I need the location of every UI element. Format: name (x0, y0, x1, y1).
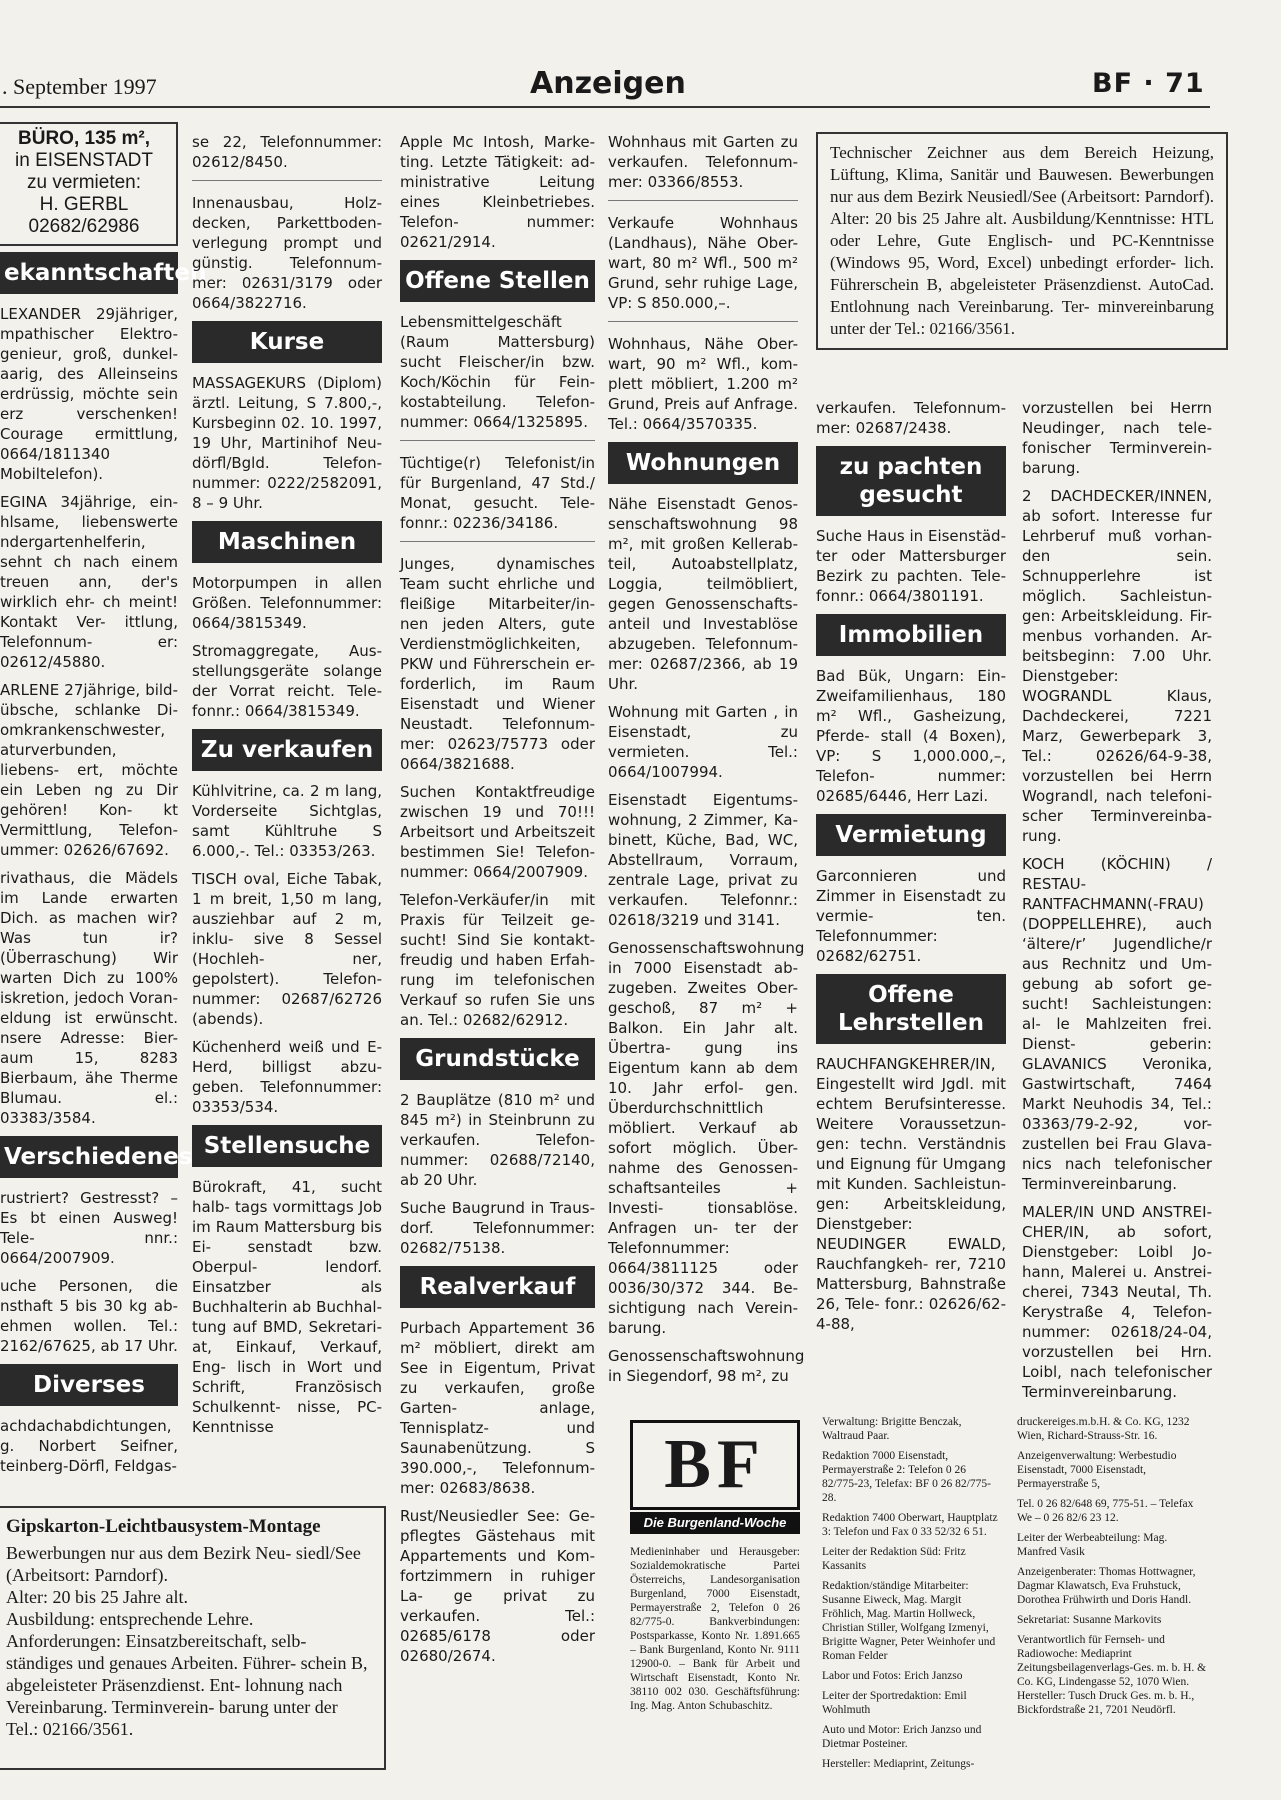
classified-ad: Suchen Kontaktfreudige zwischen 19 und 70!!! Arbeitsort und Arbeitszeit bestimmen Sie! Telefon- nummer: 0664/2007909. (400, 783, 595, 881)
classified-ad: se 22, Telefonnummer: 02612/8450. (192, 133, 382, 171)
column-2 (192, 132, 382, 1445)
bf-logo-mark: BF (630, 1420, 800, 1510)
imprint-entry: Redaktion 7400 Oberwart, Hauptplatz 3: Telefon und Fax 0 33 52/32 6 51. (822, 1512, 998, 1538)
column-5 (816, 398, 1006, 1342)
classified-ad: Purbach Appartement 36 m² möbliert, direkt am See in Eigentum, Privat zu verkaufen, große Garten- anlage, Tennisplatz- und Saunabenützung. S 390.000,-, Telefonnum- mer: 02683/8638. (400, 1319, 595, 1497)
buero-line: zu vermieten: (26, 172, 142, 193)
classified-ad: Stromaggregate, Aus- stellungsgeräte solange der Vorrat reicht. Tele- fonnr.: 0664/3815349. (192, 642, 382, 720)
classified-ad: rivathaus, die Mädels im Lande erwarten Dich. as machen wir? Was tun ir? (Überraschung) Wir warten Dich zu 100% iskretion, jedoch Voran- eldung ist erwünscht. nsere Adresse: Bier- aum 15, 8283 Bierbaum, ähe Therme Blumau. el.: 03383/3584. (0, 869, 178, 1127)
ad-line: Anforderungen: Einsatzbereitschaft, selb- ständiges und genaues Arbeiten. Führer- schein B, abgeleisteter Präsenzdienst. Ent- lohnung nach Vereinbarung. Terminverein- barung unter der Tel.: 02166/3561. (6, 1631, 368, 1739)
gipskarton-ad (0, 1506, 386, 1770)
ad-divider (400, 440, 595, 441)
page-header (0, 0, 1281, 110)
category-bar: Verschiedenes (0, 1136, 178, 1178)
imprint-column-3 (1017, 1415, 1207, 1723)
issue-date: . September 1997 (2, 74, 157, 99)
classified-ad: Innenausbau, Holz- decken, Parkettboden- verlegung prompt und günstig. Telefonnum- mer: 02631/3179 oder 0664/3822716. (192, 194, 382, 312)
classified-ad: Wohnhaus, Nähe Ober- wart, 90 m² Wfl., kom- plett möbliert, 1.200 m² Grund, Preis auf Anfrage. Tel.: 0664/3570335. (608, 335, 798, 433)
imprint-entry: Leiter der Redaktion Süd: Fritz Kassanits (822, 1546, 966, 1572)
header-rule (0, 106, 1210, 108)
ad-title: Gipskarton-Leichtbausystem-Montage (6, 1516, 321, 1537)
ad-divider (400, 541, 595, 542)
ad-divider (608, 200, 798, 201)
column-6 (1022, 398, 1212, 1410)
imprint-entry: Redaktion/ständige Mitarbeiter: Susanne Eiweck, Mag. Margit Fröhlich, Mag. Martin Hollweck, Christian Stiller, Wolfgang Izmenyi, Brigitte Wagner, Peter Weinhofer und Roman Felder (822, 1580, 996, 1662)
imprint-column-2 (822, 1415, 1002, 1777)
classified-ad: Eisenstadt Eigentums- wohnung, 2 Zimmer, Ka- binett, Küche, Bad, WC, Abstellraum, Vorraum, zentrale Lage, privat zu verkaufen. Telefonnr.: 02618/3219 und 3141. (608, 791, 798, 929)
classified-ad: Garconnieren und Zimmer in Eisenstadt zu vermie- ten. Telefonnummer: 02682/62751. (816, 867, 1006, 965)
classified-ad: Kühlvitrine, ca. 2 m lang, Vorderseite Sichtglas, samt Kühltruhe S 6.000,-. Tel.: 03353/263. (192, 782, 382, 860)
category-bar: Kurse (192, 321, 382, 363)
imprint-entry: Verantwortlich für Fernseh- und Radiowoche: Mediaprint Zeitungsbeilagenverlags-Ges. m. b. H. & Co. KG, Lindengasse 52, 1070 Wien. Hersteller: Tusch Druck Ges. m. b. H., Bickfordstraße 21, 7201 Neudörfl. (1017, 1634, 1207, 1716)
imprint (612, 1415, 1212, 1770)
category-bar: Grundstücke (400, 1038, 595, 1080)
ad-body: Technischer Zeichner aus dem Bereich Heizung, Lüftung, Klima, Sanitär und Bauwesen. Bewerbungen nur aus dem Bezirk Neusiedl/See (Arbeitsort: Parndorf). Alter: 20 bis 25 Jahre alt. Ausbildung/Kenntnisse: HTL oder Lehre, Gute Englisch- und PC-Kenntnisse (Windows 95, Word, Excel) unbedingt erforder- lich. Führerschein B, abgeleisteter Präsenzdienst. AutoCad. Entlohnung nach Vereinbarung. Ter- minvereinbarung unter der Tel.: 02166/3561. (830, 143, 1214, 338)
classified-ad: achdachabdichtungen, g. Norbert Seifner, teinberg-Dörfl, Feldgas- (0, 1417, 178, 1475)
buero-line: 02682/62986 (28, 216, 140, 237)
classified-ad: KOCH (KÖCHIN) / RESTAU- RANTFACHMANN(-FRAU) (DOPPELLEHRE), auch ‘ältere/r’ Jugendliche/r aus Rechnitz und Um- gebung ab sofort ge- sucht! Sachleistungen: al- le Mahlzeiten frei. Dienst- geberin: GLAVANICS Veronika, Gastwirtschaft, 7464 Markt Neuhodis 34, Tel.: 03363/79-2-92, vor- zustellen bei Frau Glava- nics nach telefonischer Terminvereinbarung. (1022, 855, 1212, 1193)
classified-ad: Genossenschaftswohnung in 7000 Eisenstadt ab- zugeben. Zweites Ober- geschoß, 87 m² + Balkon. Ein Jahr alt. Übertra- gung ins Eigentum kann ab dem 10. Jahr erfol- gen. Überdurchschnittlich möbliert. Verkauf ab sofort möglich. Über- nahme des Genossen- schaftsanteiles + Investi- tionsablöse. Anfragen un- ter der Telefonnummer: 0664/3811125 oder 0036/30/372 344. Be- sichtigung nach Verein- barung. (608, 939, 805, 1337)
buero-box (0, 122, 178, 246)
category-bar: Vermietung (816, 814, 1006, 856)
buero-line: in EISENSTADT (15, 150, 153, 171)
classified-ad: Küchenherd weiß und E-Herd, billigst abzu- geben. Telefonnummer: 03353/534. (192, 1038, 382, 1116)
classified-ad: verkaufen. Telefonnum- mer: 02687/2438. (816, 399, 1006, 437)
classified-ad: Wohnung mit Garten , in Eisenstadt, zu vermieten. Tel.: 0664/1007994. (608, 703, 798, 781)
buero-line: BÜRO, 135 m², (18, 128, 150, 149)
imprint-entry: Verwaltung: Brigitte Benczak, Waltraud Paar. (822, 1416, 962, 1442)
classified-ad: Lebensmittelgeschäft (Raum Mattersburg) sucht Fleischer/in bzw. Koch/Köchin für Fein- kostabteilung. Telefon- nummer: 0664/1325895. (400, 313, 595, 431)
classified-ad: Genossenschaftswohnung in Siegendorf, 98 m², zu (608, 1347, 805, 1385)
category-bar: Maschinen (192, 521, 382, 563)
imprint-entry: druckereiges.m.b.H. & Co. KG, 1232 Wien, Richard-Strauss-Str. 16. (1017, 1416, 1190, 1442)
classified-ad: Bürokraft, 41, sucht halb- tags vormittags Job im Raum Mattersburg bis Ei- senstadt bzw. Oberpul- lendorf. Einsatzber als Buchhalterin ab Buchhal- tung auf BMD, Sekretari- at, Einkauf, Verkauf, Eng- lisch in Wort und Schrift, Französisch Schulkennt- nisse, PC-Kenntnisse (192, 1178, 382, 1436)
classified-ad: Wohnhaus mit Garten zu verkaufen. Telefonnum- mer: 03366/8553. (608, 133, 798, 191)
category-bar: Immobilien (816, 614, 1006, 656)
ad-line: Alter: 20 bis 25 Jahre alt. (6, 1587, 188, 1607)
ad-line: Ausbildung: entsprechende Lehre. (6, 1609, 254, 1629)
imprint-entry: Hersteller: Mediaprint, Zeitungs- (822, 1758, 975, 1770)
imprint-entry: Anzeigenberater: Thomas Hottwagner, Dagmar Klawatsch, Eva Fruhstuck, Dorothea Frühwirth und Doris Handl. (1017, 1566, 1196, 1606)
classified-ad: uche Personen, die nsthaft 5 bis 30 kg ab- ehmen wollen. Tel.: 2162/67625, ab 17 Uhr. (0, 1277, 178, 1355)
classified-ad: Tüchtige(r) Telefonist/in für Burgenland, 47 Std./ Monat, gesucht. Tele- fonnr.: 02236/34186. (400, 454, 595, 532)
imprint-entry: Redaktion 7000 Eisenstadt, Permayerstraße 2: Telefon 0 26 82/775-23, Telefax: BF 0 26 82/775-28. (822, 1450, 991, 1504)
classified-ad: Rust/Neusiedler See: Ge- pflegtes Gästehaus mit Appartements und Kom- fortzimmern in ruhiger La- ge privat zu verkaufen. Tel.: 02685/6178 oder 02680/2674. (400, 1507, 595, 1665)
classified-ad: Suche Baugrund in Traus- dorf. Telefonnummer: 02682/75138. (400, 1199, 595, 1257)
classified-ad: Verkaufe Wohnhaus (Landhaus), Nähe Ober- wart, 80 m² Wfl., 500 m² Grund, sehr ruhige Lage, VP: S 850.000,–. (608, 214, 798, 312)
classified-ad: Apple Mc Intosh, Marke- ting. Letzte Tätigkeit: ad- ministrative Leitung eines Kleinbetriebes. Telefon- nummer: 02621/2914. (400, 133, 595, 251)
ad-line: Bewerbungen nur aus dem Bezirk Neu- siedl/See (Arbeitsort: Parndorf). (6, 1543, 361, 1585)
category-bar: ekanntschaften (0, 252, 178, 294)
column-1 (0, 122, 207, 1484)
category-bar: Offene Lehrstellen (816, 974, 1006, 1044)
page-number: BF · 71 (1092, 68, 1205, 99)
classified-ad: rustriert? Gestresst? – Es bt einen Ausweg! Tele- nnr.: 0664/2007909. (0, 1189, 178, 1267)
category-bar: Diverses (0, 1364, 178, 1406)
ad-divider (192, 180, 382, 181)
category-bar: Realverkauf (400, 1266, 595, 1308)
classified-ad: Bad Bük, Ungarn: Ein- Zweifamilienhaus, 180 m² Wfl., Gasheizung, Pferde- stall (4 Boxen), VP: S 1,000.000,–, Telefon- nummer: 02685/6446, Herr Lazi. (816, 667, 1006, 805)
classified-ad: 2 Bauplätze (810 m² und 845 m²) in Steinbrunn zu verkaufen. Telefon- nummer: 02688/72140, ab 20 Uhr. (400, 1091, 595, 1189)
classified-ad: ARLENE 27jährige, bild- übsche, schlanke Di- omkrankenschwester, aturverbunden, liebens- ert, möchte ein Leben ng zu Dir gehören! Kon- kt Vermittlung, Telefon- ummer: 02626/67692. (0, 681, 178, 859)
imprint-entry: Tel. 0 26 82/648 69, 775-51. – Telefax We – 0 26 82/6 23 12. (1017, 1498, 1194, 1524)
category-bar: Zu verkaufen (192, 729, 382, 771)
column-4 (608, 132, 805, 1394)
ad-divider (608, 321, 798, 322)
classified-ad: LEXANDER 29jähriger, mpathischer Elektro- genieur, groß, dunkel- aarig, des Alleinseins erdrüssig, möchte sein erz verschenken! Courage ermittlung, 0664/1811340 Mobiltelefon). (0, 305, 178, 483)
imprint-entry: Anzeigenverwaltung: Werbestudio Eisenstadt, 7000 Eisenstadt, Permayerstraße 5, (1017, 1450, 1177, 1490)
classified-ad: MASSAGEKURS (Diplom) ärztl. Leitung, S 7.800,-, Kursbeginn 02. 10. 1997, 19 Uhr, Martinihof Neu- dörfl/Bgld. Telefon- nummer: 0222/2582091, 8 – 9 Uhr. (192, 374, 382, 512)
classified-ad: MALER/IN UND ANSTREI- CHER/IN, ab sofort, Dienstgeber: Loibl Jo- hann, Malerei u. Anstrei- cherei, 7343 Neutal, Th. Kerystraße 4, Telefon- nummer: 02618/24-04, vorzustellen bei Hrn. Loibl, nach telefonischer Terminvereinbarung. (1022, 1203, 1212, 1401)
imprint-entry: Labor und Fotos: Erich Janzso (822, 1670, 963, 1682)
bf-logo (630, 1420, 800, 1534)
section-title: Anzeigen (530, 66, 686, 101)
classified-ad: 2 DACHDECKER/INNEN, ab sofort. Interesse fur Lehrberuf muß vorhan- den sein. Schnupperlehre ist möglich. Sachleistun- gen: Arbeitskleidung. Fir- menbus vorhanden. Ar- beitsbeginn: 7.00 Uhr. Dienstgeber: WOGRANDL Klaus, Dachdeckerei, 7221 Marz, Gewerbepark 3, Tel.: 02626/64-9-38, vorzustellen bei Herrn Wograndl, nach telefoni- scher Terminvereinba- rung. (1022, 487, 1212, 845)
classified-ad: vorzustellen bei Herrn Neudinger, nach tele- fonischer Terminverein- barung. (1022, 399, 1212, 477)
column-3 (400, 132, 595, 1674)
category-bar: zu pachten gesucht (816, 446, 1006, 516)
logo-tagline: Die Burgenland-Woche (630, 1512, 800, 1534)
classified-ad: RAUCHFANGKEHRER/IN, Eingestellt wird Jgdl. mit echtem Berufsinteresse. Weitere Voraussetzun- gen: techn. Verständnis und Eignung für Umgang mit Kunden. Sachleistun- gen: Arbeitskleidung, Dienstgeber: NEUDINGER EWALD, Rauchfangkeh- rer, 7210 Mattersburg, Bahnstraße 26, Tele- fonr.: 02626/62-4-88, (816, 1055, 1006, 1333)
imprint-publisher: Medieninhaber und Herausgeber: Sozialdemokratische Partei Österreichs, Landesorganisation Burgenland, 7000 Eisenstadt, Permayerstraße 2, Telefon 0 26 82/775-0. Bankverbindungen: Postsparkasse, Konto Nr. 1.891.665 – Bank Burgenland, Konto Nr. 9111 12900-0. – Bank für Arbeit und Wirtschaft Eisenstadt, Konto Nr. 38110 002 030. Geschäftsführung: Ing. Mag. Anton Schubaschitz. (630, 1546, 800, 1712)
imprint-entry: Leiter der Werbeabteilung: Mag. Manfred Vasik (1017, 1532, 1168, 1558)
classified-ad: TISCH oval, Eiche Tabak, 1 m breit, 1,50 m lang, ausziehbar auf 2 m, inklu- sive 8 Sessel (Hochleh- ner, gepolstert). Telefon- nummer: 02687/62726 (abends). (192, 870, 382, 1028)
classified-ad: EGINA 34jährige, ein- hlsame, liebenswerte ndergartenhelferin, sehnt ch nach einem treuen ann, der's wirklich ehr- ch meint! Kontakt Ver- ittlung, Telefonnum- er: 02612/45880. (0, 493, 178, 671)
category-bar: Stellensuche (192, 1125, 382, 1167)
category-bar: Wohnungen (608, 442, 798, 484)
technischer-zeichner-ad (816, 132, 1228, 350)
classified-ad: Motorpumpen in allen Größen. Telefonnummer: 0664/3815349. (192, 574, 382, 632)
imprint-entry: Leiter der Sportredaktion: Emil Wohlmuth (822, 1690, 967, 1716)
classified-ad: Suche Haus in Eisenstäd- ter oder Mattersburger Bezirk zu pachten. Tele- fonnr.: 0664/3801191. (816, 527, 1006, 605)
buero-line: H. GERBL (39, 194, 129, 215)
classified-ad: Nähe Eisenstadt Genos- senschaftswohnung 98 m², mit großen Kellerab- teil, Autoabstellplatz, Loggia, teilmöbliert, gegen Genossenschafts- anteil und Investablöse abzugeben. Telefonnum- mer: 02687/2366, ab 19 Uhr. (608, 495, 798, 693)
imprint-entry: Sekretariat: Susanne Markovits (1017, 1614, 1162, 1626)
imprint-entry: Auto und Motor: Erich Janzso und Dietmar Posteiner. (822, 1724, 982, 1750)
category-bar: Offene Stellen (400, 260, 595, 302)
classified-ad: Junges, dynamisches Team sucht ehrliche und fleißige Mitarbeiter/in- nen jeden Alters, gute Verdienstmöglichkeiten, PKW und Führerschein er- forderlich, im Raum Eisenstadt und Wiener Neustadt. Telefonnum- mer: 02623/75773 oder 0664/3821688. (400, 555, 595, 773)
classified-ad: Telefon-Verkäufer/in mit Praxis für Teilzeit ge- sucht! Sind Sie kontakt- freudig und haben Erfah- rung im telefonischen Verkauf so rufen Sie uns an. Tel.: 02682/62912. (400, 891, 595, 1029)
